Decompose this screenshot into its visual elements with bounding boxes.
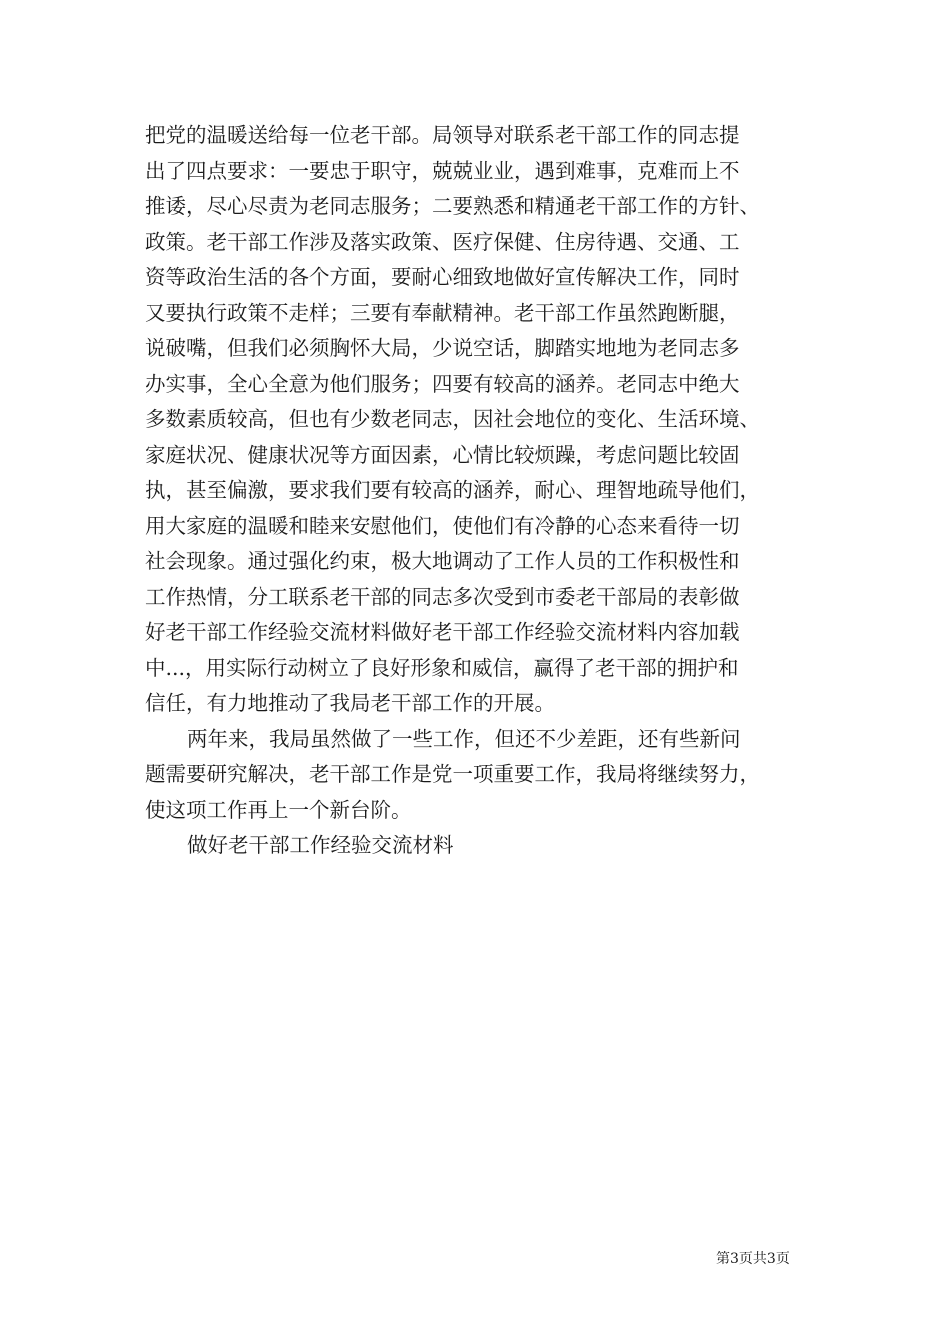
text-line: 工作热情，分工联系老干部的同志多次受到市委老干部局的表彰做 [145,584,740,609]
text-line: 推诿，尽心尽责为老同志服务；二要熟悉和精通老干部工作的方针、 [145,194,760,218]
text-line: 家庭状况、健康状况等方面因素，心情比较烦躁，考虑问题比较固 [145,442,740,467]
closing-title-line: 做好老干部工作经验交流材料 [187,833,454,857]
text-line: 又要执行政策不走样；三要有奉献精神。老干部工作虽然跑断腿， [145,300,740,325]
text-line: 把党的温暖送给每一位老干部。局领导对联系老干部工作的同志提 [145,123,740,147]
text-line: 办实事，全心全意为他们服务；四要有较高的涵养。老同志中绝大 [145,371,740,396]
text-line: 政策。老干部工作涉及落实政策、医疗保健、住房待遇、交通、工 [145,229,740,254]
text-line: 用大家庭的温暖和睦来安慰他们，使他们有冷静的心态来看待一切 [145,513,740,538]
text-line: 执，甚至偏激，要求我们要有较高的涵养，耐心、理智地疏导他们， [145,478,760,502]
document-body [145,118,817,864]
text-line: 题需要研究解决，老干部工作是党一项重要工作，我局将继续努力， [145,762,760,786]
text-line: 好老干部工作经验交流材料做好老干部工作经验交流材料内容加载 [145,620,740,644]
text-line: 中...，用实际行动树立了良好形象和威信，赢得了老干部的拥护和 [145,655,739,680]
text-line: 信任，有力地推动了我局老干部工作的开展。 [145,691,555,715]
text-line: 出了四点要求：一要忠于职守，兢兢业业，遇到难事，克难而上不 [145,158,740,183]
text-line: 说破嘴，但我们必须胸怀大局，少说空话，脚踏实地地为老同志多 [145,336,740,360]
text-line: 多数素质较高，但也有少数老同志，因社会地位的变化、生活环境、 [145,407,760,431]
page-number-footer: 第3页共3页 [716,1251,790,1267]
text-line: 资等政治生活的各个方面，要耐心细致地做好宣传解决工作，同时 [145,265,740,289]
text-line: 社会现象。通过强化约束，极大地调动了工作人员的工作积极性和 [145,549,740,573]
text-line: 使这项工作再上一个新台阶。 [145,797,412,822]
paragraph-start-line: 两年来，我局虽然做了一些工作，但还不少差距，还有些新问 [187,726,741,751]
